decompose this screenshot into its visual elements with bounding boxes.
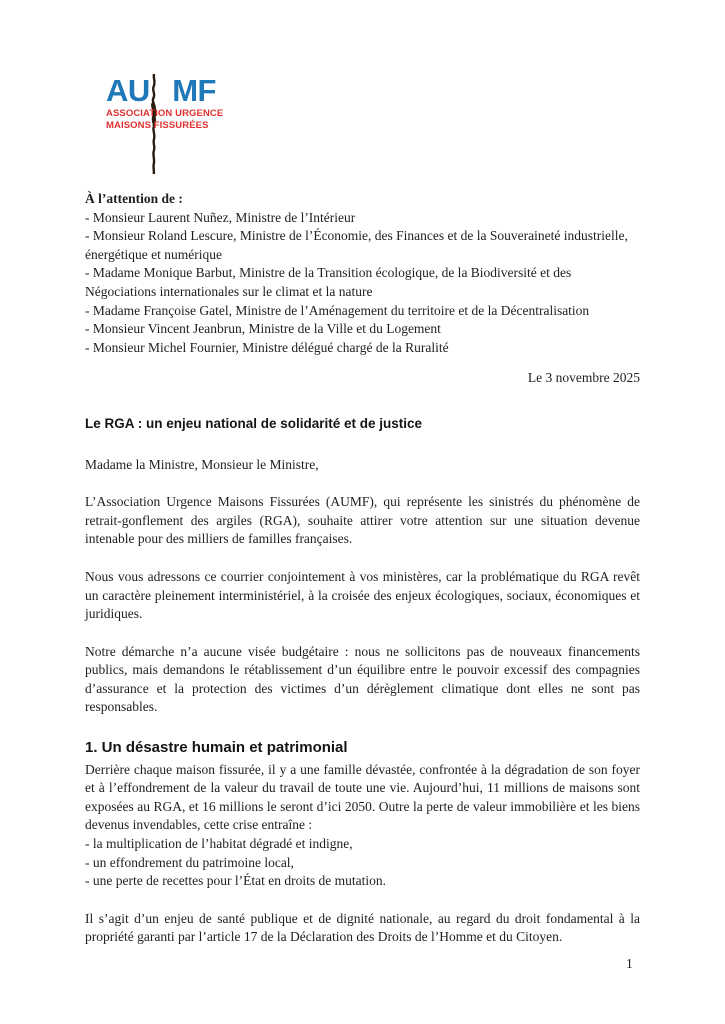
paragraph: Notre démarche n’a aucune visée budgétaire : nous ne sollicitons pas de nouveaux financements publics, mais demandons le rétablissement d’un équilibre entre le pouvoir excessif des compagnies d’assurance et la protection des victimes d’un dérèglement climatique dont elles ne sont pas responsables.: [85, 643, 640, 715]
section-1-intro: Derrière chaque maison fissurée, il y a une famille dévastée, confrontée à la dégradation de son foyer et à l’effondrement de la valeur du travail de toute une vie. Aujourd’hui, 11 millions de maisons sont exposées au RGA, et 16 millions le seront d’ici 2050. Outre la perte de valeur immobilière et les biens devenus invendables, cette crise entraîne :: [85, 761, 640, 833]
letter-content: [85, 0, 640, 947]
logo-acronym-row: [106, 73, 216, 108]
section-1-list: [85, 835, 640, 891]
attention-label: À l’attention de :: [85, 191, 183, 206]
section-1-closing: Il s’agit d’un enjeu de santé publique et de dignité nationale, au regard du droit fondamental à la propriété garanti par l’article 17 de la Déclaration des Droits de l’Homme et du Citoyen.: [85, 910, 640, 945]
recipient-item: - Madame Monique Barbut, Ministre de la Transition écologique, de la Biodiversité et des Négociations internationales sur le climat et la nature: [85, 265, 572, 299]
list-item: - une perte de recettes pour l’État en droits de mutation.: [85, 873, 387, 889]
salutation: Madame la Ministre, Monsieur le Ministre,: [85, 456, 319, 472]
logo-subtitle-line1: ASSOCIATION URGENCE: [106, 108, 224, 119]
recipient-item: - Monsieur Roland Lescure, Ministre de l’Économie, des Finances et de la Souveraineté industrielle, énergétique et numérique: [85, 228, 628, 262]
recipient-item: - Monsieur Laurent Nuñez, Ministre de l’Intérieur: [85, 209, 356, 225]
paragraph: Nous vous adressons ce courrier conjointement à vos ministères, car la problématique du RGA revêt un caractère pleinement interministériel, à la croisée des enjeux écologiques, sociaux, économiques et juridiques.: [85, 568, 640, 622]
recipient-list: [85, 209, 640, 358]
aumf-logo: [106, 73, 224, 173]
recipient-item: - Monsieur Vincent Jeanbrun, Ministre de la Ville et du Logement: [85, 321, 441, 337]
logo-acronym-right: MF: [172, 73, 216, 108]
list-item: - un effondrement du patrimoine local,: [85, 854, 294, 870]
letter-date: Le 3 novembre 2025: [527, 370, 640, 386]
recipient-item: - Madame Françoise Gatel, Ministre de l’Aménagement du territoire et de la Décentralisation: [85, 302, 590, 318]
page-number: 1: [626, 956, 633, 971]
paragraph: L’Association Urgence Maisons Fissurées (AUMF), qui représente les sinistrés du phénomène de retrait-gonflement des argiles (RGA), souhaite attirer votre attention sur une situation devenue intenable pour des milliers de familles françaises.: [85, 494, 640, 547]
section-1-heading: 1. Un désastre humain et patrimonial: [85, 739, 348, 757]
recipient-item: - Monsieur Michel Fournier, Ministre délégué chargé de la Ruralité: [85, 339, 449, 355]
logo-acronym-left: AU: [106, 73, 150, 108]
letter-title: Le RGA : un enjeu national de solidarité et de justice: [85, 415, 423, 431]
list-item: - la multiplication de l’habitat dégradé et indigne,: [85, 836, 353, 852]
logo-subtitle-line2: MAISONS FISSURÉES: [106, 119, 209, 131]
